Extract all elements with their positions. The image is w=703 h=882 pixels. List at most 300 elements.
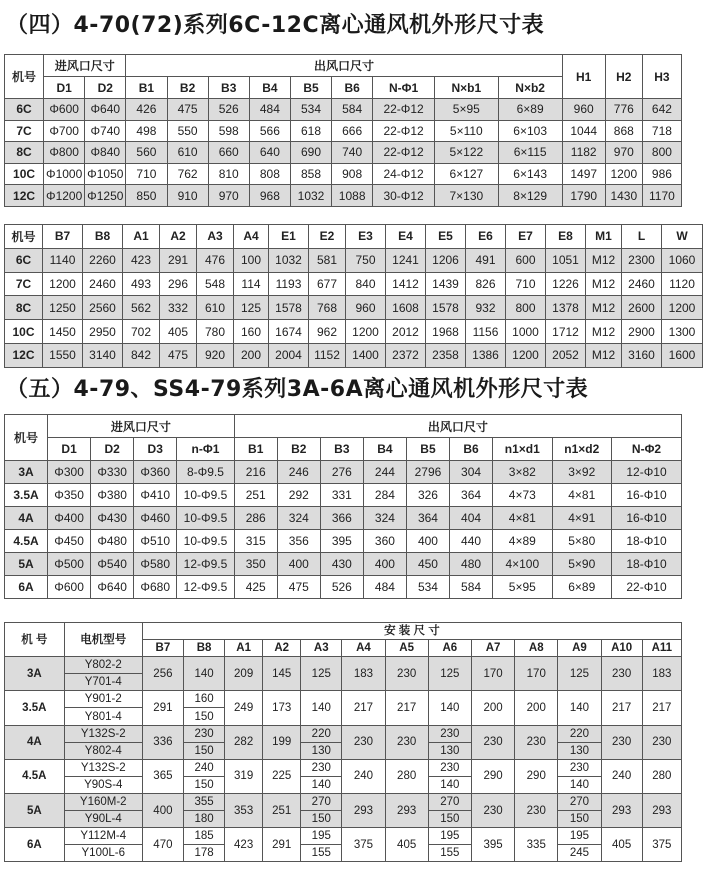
value-cell: 200 (515, 691, 558, 725)
value-cell: 130 (558, 742, 601, 759)
value-cell: 230 (385, 657, 428, 691)
value-cell: 160 (183, 691, 224, 708)
value-cell: 1300 (662, 320, 703, 344)
value-cell: 326 (406, 484, 449, 507)
value-cell: 140 (558, 776, 601, 793)
value-cell: 584 (450, 576, 493, 599)
value-cell: 2260 (83, 248, 123, 272)
value-cell: 170 (515, 657, 558, 691)
value-cell: 5×110 (434, 120, 498, 142)
machine-cell: 4A (5, 725, 65, 759)
value-cell: 450 (406, 553, 449, 576)
motor-cell: Y802-2 (64, 657, 142, 674)
value-cell: 2796 (406, 461, 449, 484)
value-cell: 1140 (43, 248, 83, 272)
value-cell: 140 (428, 776, 471, 793)
value-cell: 366 (320, 507, 363, 530)
value-cell: 270 (558, 793, 601, 810)
value-cell: 290 (471, 759, 514, 793)
value-cell: 256 (142, 657, 183, 691)
col-header: H2 (605, 55, 642, 99)
value-cell: Φ1200 (44, 185, 85, 207)
value-cell: 8×129 (498, 185, 562, 207)
value-cell: 858 (290, 163, 331, 185)
value-cell: Φ640 (91, 576, 134, 599)
value-cell: 290 (515, 759, 558, 793)
value-cell: 968 (249, 185, 290, 207)
value-cell: Φ350 (48, 484, 91, 507)
value-cell: 114 (234, 272, 269, 296)
col-header: A2 (263, 640, 301, 657)
value-cell: 1712 (546, 320, 586, 344)
value-cell: 840 (346, 272, 386, 296)
value-cell: 491 (466, 248, 506, 272)
value-cell: 750 (346, 248, 386, 272)
value-cell: 16-Φ10 (612, 484, 682, 507)
value-cell: 230 (642, 725, 681, 759)
value-cell: 324 (363, 507, 406, 530)
col-header: A4 (234, 225, 269, 249)
table-row (5, 484, 682, 507)
value-cell: 1497 (562, 163, 605, 185)
value-cell: Φ380 (91, 484, 134, 507)
value-cell: 22-Φ12 (373, 99, 435, 121)
value-cell: 560 (126, 142, 167, 164)
value-cell: 970 (208, 185, 249, 207)
value-cell: 534 (290, 99, 331, 121)
col-header: E3 (346, 225, 386, 249)
value-cell: 216 (234, 461, 277, 484)
value-cell: 4×81 (552, 484, 611, 507)
value-cell: 200 (234, 343, 269, 367)
value-cell: 1226 (546, 272, 586, 296)
machine-header: 机号 (5, 55, 44, 99)
machine-cell: 5A (5, 793, 65, 827)
table-row (5, 507, 682, 530)
col-header: A10 (601, 640, 642, 657)
value-cell: M12 (586, 320, 622, 344)
col-header: A1 (123, 225, 160, 249)
value-cell: 155 (301, 845, 342, 862)
value-cell: 1032 (290, 185, 331, 207)
col-header: 机号 (5, 225, 43, 249)
value-cell: 270 (428, 793, 471, 810)
machine-cell: 10C (5, 320, 43, 344)
machine-cell: 3.5A (5, 484, 48, 507)
value-cell: M12 (586, 343, 622, 367)
value-cell: 282 (225, 725, 263, 759)
table-row (5, 296, 703, 320)
col-header: D2 (85, 77, 126, 99)
col-header: A2 (160, 225, 197, 249)
value-cell: 125 (301, 657, 342, 691)
value-cell: 780 (197, 320, 234, 344)
value-cell: Φ400 (48, 507, 91, 530)
value-cell: 1200 (662, 296, 703, 320)
value-cell: 230 (515, 793, 558, 827)
value-cell: 5×90 (552, 553, 611, 576)
col-header: H1 (562, 55, 605, 99)
value-cell: 1152 (309, 343, 346, 367)
value-cell: 230 (601, 725, 642, 759)
col-header: A9 (558, 640, 601, 657)
section-title-4: （四）4-70(72)系列6C-12C离心通风机外形尺寸表 (6, 13, 545, 38)
value-cell: 217 (342, 691, 385, 725)
col-header: D2 (91, 438, 134, 461)
value-cell: 640 (249, 142, 290, 164)
col-header: B4 (249, 77, 290, 99)
value-cell: 6×115 (498, 142, 562, 164)
value-cell: 145 (263, 657, 301, 691)
table-4-79-fan-dimensions (4, 414, 682, 599)
table-row (5, 99, 682, 121)
value-cell: 400 (363, 553, 406, 576)
value-cell: 426 (126, 99, 167, 121)
value-cell: 140 (428, 691, 471, 725)
machine-header: 机 号 (5, 623, 65, 657)
value-cell: 150 (558, 811, 601, 828)
inlet-header: 进风口尺寸 (48, 415, 235, 438)
value-cell: 230 (558, 759, 601, 776)
value-cell: Φ360 (134, 461, 177, 484)
value-cell: Φ600 (44, 99, 85, 121)
value-cell: 324 (277, 507, 320, 530)
value-cell: 375 (642, 828, 681, 862)
value-cell: 140 (183, 657, 224, 691)
motor-cell: Y112M-4 (64, 828, 142, 845)
value-cell: 293 (601, 793, 642, 827)
value-cell: 566 (249, 120, 290, 142)
value-cell: Φ410 (134, 484, 177, 507)
value-cell: 702 (123, 320, 160, 344)
motor-header: 电机型号 (64, 623, 142, 657)
value-cell: 200 (471, 691, 514, 725)
value-cell: 4×91 (552, 507, 611, 530)
value-cell: 1120 (662, 272, 703, 296)
value-cell: 293 (385, 793, 428, 827)
value-cell: 475 (160, 343, 197, 367)
value-cell: 400 (277, 553, 320, 576)
value-cell: 6×143 (498, 163, 562, 185)
value-cell: 230 (601, 657, 642, 691)
col-header: N-Φ1 (373, 77, 435, 99)
machine-cell: 8C (5, 296, 43, 320)
value-cell: M12 (586, 272, 622, 296)
motor-cell: Y701-4 (64, 674, 142, 691)
value-cell: 425 (234, 576, 277, 599)
value-cell: 3×92 (552, 461, 611, 484)
motor-cell: Y90S-4 (64, 776, 142, 793)
col-header: E5 (426, 225, 466, 249)
value-cell: 245 (558, 845, 601, 862)
value-cell: 400 (406, 530, 449, 553)
value-cell: 217 (601, 691, 642, 725)
value-cell: 355 (183, 793, 224, 810)
value-cell: 125 (558, 657, 601, 691)
value-cell: 280 (642, 759, 681, 793)
value-cell: 331 (320, 484, 363, 507)
value-cell: 6×127 (434, 163, 498, 185)
value-cell: 842 (123, 343, 160, 367)
motor-cell: Y100L-6 (64, 845, 142, 862)
value-cell: 195 (558, 828, 601, 845)
value-cell: 251 (234, 484, 277, 507)
value-cell: 405 (160, 320, 197, 344)
value-cell: 1000 (506, 320, 546, 344)
value-cell: 155 (428, 845, 471, 862)
table-row (5, 657, 682, 674)
motor-cell: Y901-2 (64, 691, 142, 708)
value-cell: 276 (320, 461, 363, 484)
value-cell: 195 (428, 828, 471, 845)
value-cell: 230 (515, 725, 558, 759)
col-header: B6 (332, 77, 373, 99)
col-header: B7 (43, 225, 83, 249)
col-header: B8 (183, 640, 224, 657)
value-cell: 526 (208, 99, 249, 121)
value-cell: 660 (208, 142, 249, 164)
value-cell: 395 (320, 530, 363, 553)
value-cell: 2950 (83, 320, 123, 344)
value-cell: 970 (605, 142, 642, 164)
value-cell: 4×73 (493, 484, 552, 507)
value-cell: 1241 (386, 248, 426, 272)
value-cell: 6×89 (498, 99, 562, 121)
table-4-70-installation (4, 224, 703, 368)
col-header: M1 (586, 225, 622, 249)
value-cell: 548 (197, 272, 234, 296)
machine-cell: 6C (5, 248, 43, 272)
value-cell: 2052 (546, 343, 586, 367)
table-row (5, 163, 682, 185)
value-cell: Φ430 (91, 507, 134, 530)
table-row (5, 461, 682, 484)
value-cell: 476 (197, 248, 234, 272)
value-cell: 534 (406, 576, 449, 599)
value-cell: 160 (234, 320, 269, 344)
motor-cell: Y132S-2 (64, 725, 142, 742)
value-cell: Φ480 (91, 530, 134, 553)
col-header: E7 (506, 225, 546, 249)
value-cell: 1182 (562, 142, 605, 164)
value-cell: 1250 (43, 296, 83, 320)
value-cell: 270 (301, 793, 342, 810)
value-cell: 3×82 (493, 461, 552, 484)
col-header: D1 (48, 438, 91, 461)
machine-header: 机号 (5, 415, 48, 461)
value-cell: 100 (234, 248, 269, 272)
value-cell: 230 (301, 759, 342, 776)
value-cell: 610 (167, 142, 208, 164)
value-cell: 12-Φ9.5 (177, 553, 234, 576)
machine-cell: 12C (5, 343, 43, 367)
table-row (5, 828, 682, 845)
value-cell: 18-Φ10 (612, 553, 682, 576)
value-cell: 6×89 (552, 576, 611, 599)
value-cell: 5×122 (434, 142, 498, 164)
col-header: n-Φ1 (177, 438, 234, 461)
value-cell: 960 (562, 99, 605, 121)
value-cell: 2004 (269, 343, 309, 367)
value-cell: 1200 (43, 272, 83, 296)
value-cell: 125 (428, 657, 471, 691)
value-cell: Φ840 (85, 142, 126, 164)
value-cell: Φ1250 (85, 185, 126, 207)
value-cell: Φ680 (134, 576, 177, 599)
value-cell: 291 (142, 691, 183, 725)
value-cell: 2460 (83, 272, 123, 296)
value-cell: 225 (263, 759, 301, 793)
value-cell: Φ460 (134, 507, 177, 530)
machine-cell: 10C (5, 163, 44, 185)
col-header: E6 (466, 225, 506, 249)
machine-cell: 4A (5, 507, 48, 530)
install-header: 安 装 尺 寸 (142, 623, 681, 640)
table-row (5, 759, 682, 776)
value-cell: 986 (642, 163, 681, 185)
value-cell: Φ500 (48, 553, 91, 576)
value-cell: Φ510 (134, 530, 177, 553)
value-cell: 18-Φ10 (612, 530, 682, 553)
value-cell: 550 (167, 120, 208, 142)
value-cell: 762 (167, 163, 208, 185)
value-cell: 470 (142, 828, 183, 862)
value-cell: 618 (290, 120, 331, 142)
value-cell: 584 (332, 99, 373, 121)
value-cell: 2600 (622, 296, 662, 320)
value-cell: Φ1000 (44, 163, 85, 185)
value-cell: 2372 (386, 343, 426, 367)
value-cell: 690 (290, 142, 331, 164)
value-cell: Φ640 (85, 99, 126, 121)
table-row (5, 248, 703, 272)
col-header: D3 (134, 438, 177, 461)
value-cell: Φ580 (134, 553, 177, 576)
value-cell: 2560 (83, 296, 123, 320)
value-cell: 920 (197, 343, 234, 367)
value-cell: 710 (126, 163, 167, 185)
value-cell: 2358 (426, 343, 466, 367)
value-cell: 199 (263, 725, 301, 759)
value-cell: 1450 (43, 320, 83, 344)
value-cell: 868 (605, 120, 642, 142)
value-cell: 908 (332, 163, 373, 185)
value-cell: 6×103 (498, 120, 562, 142)
value-cell: 140 (301, 776, 342, 793)
value-cell: 1032 (269, 248, 309, 272)
table-4-70-fan-dimensions (4, 54, 682, 207)
value-cell: 484 (249, 99, 290, 121)
value-cell: 10-Φ9.5 (177, 484, 234, 507)
value-cell: 423 (123, 248, 160, 272)
value-cell: 1088 (332, 185, 373, 207)
col-header: E1 (269, 225, 309, 249)
value-cell: 1156 (466, 320, 506, 344)
value-cell: 666 (332, 120, 373, 142)
value-cell: 360 (363, 530, 406, 553)
value-cell: 1608 (386, 296, 426, 320)
value-cell: 1578 (269, 296, 309, 320)
value-cell: 286 (234, 507, 277, 530)
value-cell: 319 (225, 759, 263, 793)
value-cell: Φ1050 (85, 163, 126, 185)
table-row (5, 793, 682, 810)
col-header: E4 (386, 225, 426, 249)
value-cell: 230 (428, 759, 471, 776)
machine-cell: 3A (5, 461, 48, 484)
col-header: B2 (167, 77, 208, 99)
value-cell: Φ740 (85, 120, 126, 142)
value-cell: 130 (301, 742, 342, 759)
col-header: A4 (342, 640, 385, 657)
motor-cell: Y132S-2 (64, 759, 142, 776)
value-cell: 249 (225, 691, 263, 725)
value-cell: 284 (363, 484, 406, 507)
col-header: B6 (450, 438, 493, 461)
value-cell: 962 (309, 320, 346, 344)
value-cell: 932 (466, 296, 506, 320)
col-header: B1 (126, 77, 167, 99)
value-cell: 404 (450, 507, 493, 530)
table-row (5, 343, 703, 367)
value-cell: 240 (601, 759, 642, 793)
table-row (5, 272, 703, 296)
value-cell: 1200 (346, 320, 386, 344)
col-header: A8 (515, 640, 558, 657)
value-cell: 5×80 (552, 530, 611, 553)
value-cell: 150 (183, 708, 224, 725)
value-cell: 291 (160, 248, 197, 272)
col-header: B5 (406, 438, 449, 461)
machine-cell: 4.5A (5, 759, 65, 793)
value-cell: 5×95 (434, 99, 498, 121)
value-cell: 240 (183, 759, 224, 776)
value-cell: 178 (183, 845, 224, 862)
col-header: A3 (301, 640, 342, 657)
motor-cell: Y802-4 (64, 742, 142, 759)
value-cell: 244 (363, 461, 406, 484)
value-cell: 826 (466, 272, 506, 296)
col-header: N×b2 (498, 77, 562, 99)
col-header: B2 (277, 438, 320, 461)
value-cell: 315 (234, 530, 277, 553)
value-cell: 1051 (546, 248, 586, 272)
value-cell: 230 (471, 725, 514, 759)
value-cell: 230 (183, 725, 224, 742)
value-cell: 30-Φ12 (373, 185, 435, 207)
machine-cell: 7C (5, 120, 44, 142)
value-cell: 710 (506, 272, 546, 296)
value-cell: 740 (332, 142, 373, 164)
value-cell: 1790 (562, 185, 605, 207)
value-cell: 718 (642, 120, 681, 142)
value-cell: 850 (126, 185, 167, 207)
machine-cell: 3A (5, 657, 65, 691)
value-cell: 2012 (386, 320, 426, 344)
value-cell: 125 (234, 296, 269, 320)
outlet-header: 出风口尺寸 (126, 55, 562, 77)
value-cell: 910 (167, 185, 208, 207)
col-header: n1×d1 (493, 438, 552, 461)
value-cell: 400 (142, 793, 183, 827)
value-cell: 808 (249, 163, 290, 185)
value-cell: 209 (225, 657, 263, 691)
value-cell: Φ700 (44, 120, 85, 142)
table-row (5, 725, 682, 742)
value-cell: Φ300 (48, 461, 91, 484)
col-header: L (622, 225, 662, 249)
value-cell: 2460 (622, 272, 662, 296)
